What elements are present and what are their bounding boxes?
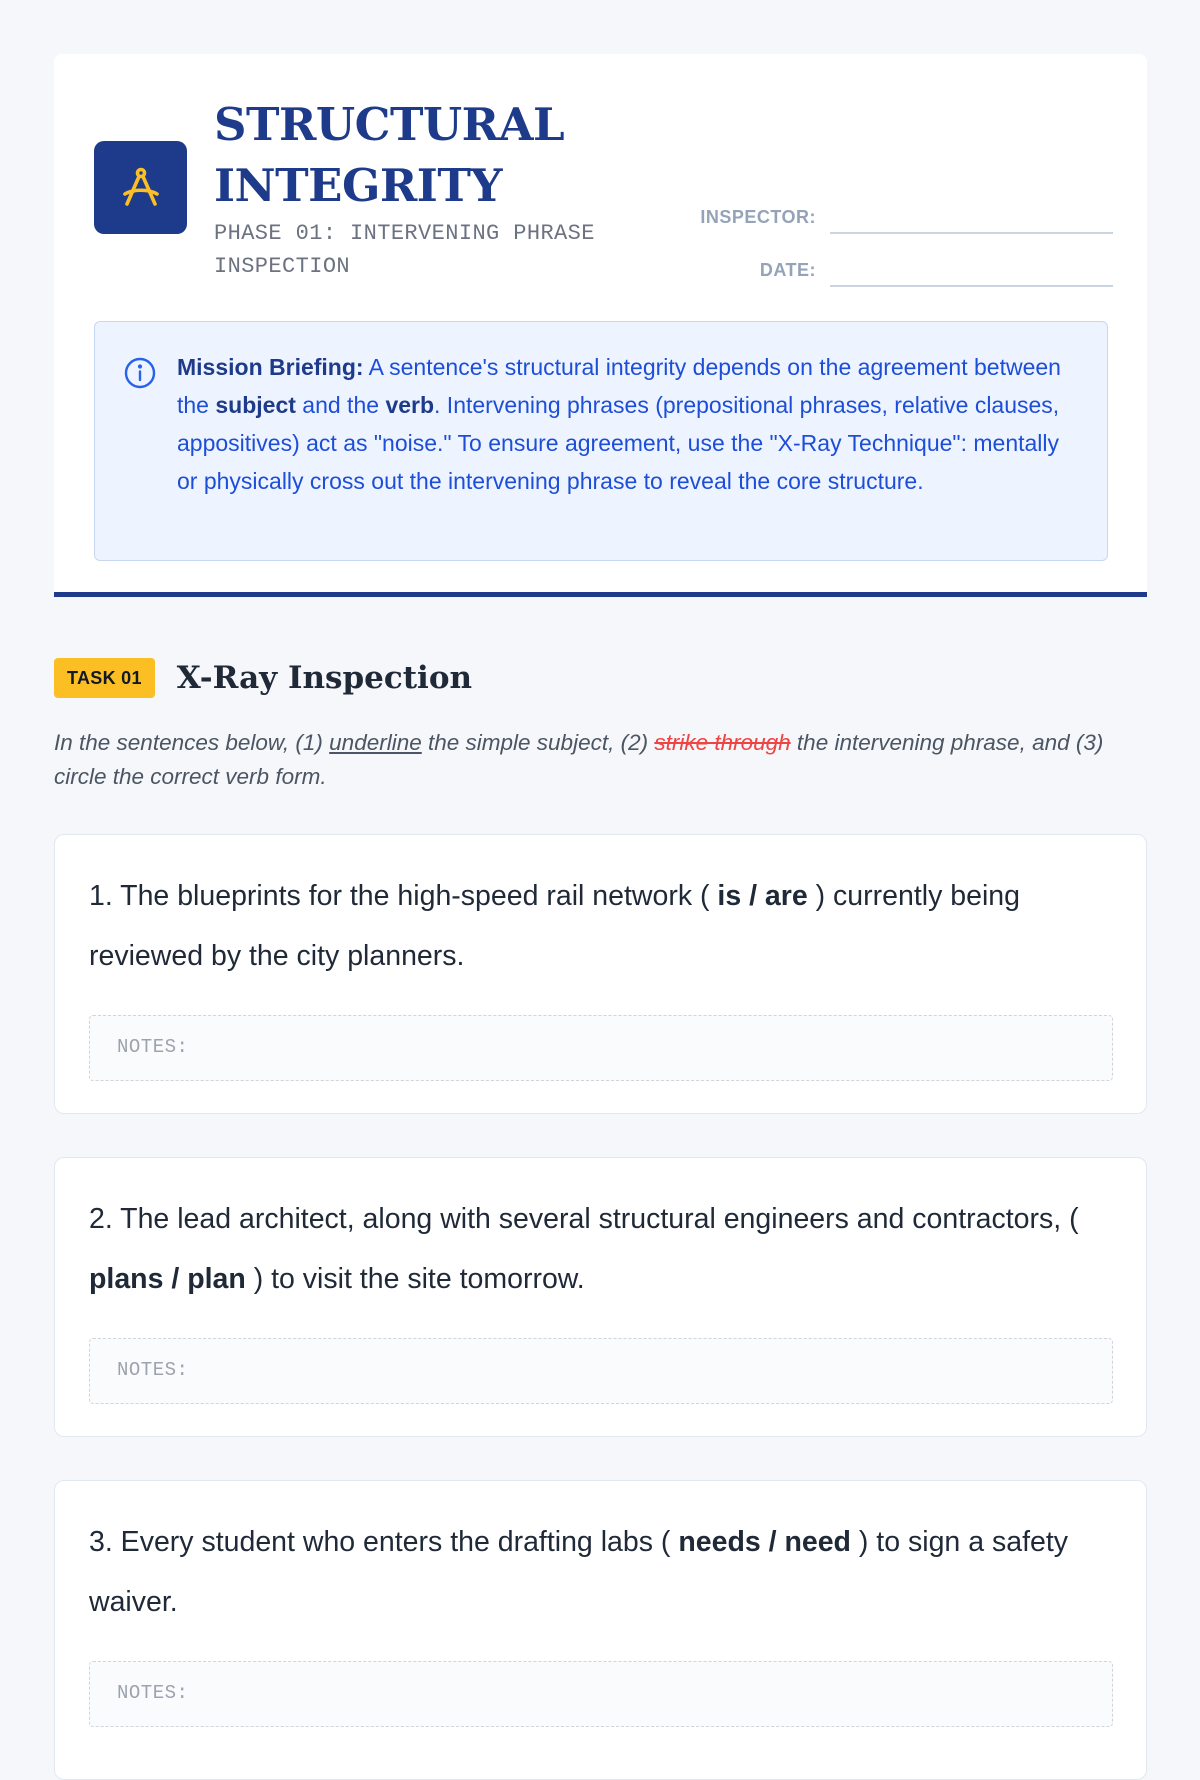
instr-part: In the sentences below, (1) (54, 730, 330, 755)
verb-choice[interactable]: is / are (717, 880, 808, 912)
compass-icon (117, 164, 165, 212)
logo (94, 141, 187, 234)
briefing-part: . Intervening phrases (prepositional phrases, relative clauses, appositives) act as "noise." To ensure agreement, use the "X-Ray Technique": mentally or physically cross out the intervening phrase to reveal the core structure. (177, 392, 1060, 494)
notes-field[interactable] (89, 1661, 1113, 1727)
question-part: 2. The lead architect, along with several structural engineers and contractors, ( (89, 1203, 1079, 1235)
inspector-row (640, 204, 1110, 234)
question-part: 3. Every student who enters the drafting labs ( (89, 1526, 679, 1558)
task-header (54, 658, 472, 698)
briefing-subject: subject (215, 392, 296, 418)
title-block (214, 94, 634, 283)
question-text[interactable] (89, 1512, 1109, 1632)
question-card-2 (54, 1157, 1147, 1437)
date-row (640, 257, 1110, 287)
question-text[interactable] (89, 866, 1109, 986)
notes-label: NOTES: (117, 1036, 189, 1058)
underline-example: underline (329, 730, 422, 755)
question-part: ) to visit the site tomorrow. (245, 1263, 585, 1295)
notes-field[interactable] (89, 1338, 1113, 1404)
strikethrough-example: strike through (654, 730, 791, 755)
question-part: ) to sign a safety waiver. (89, 1526, 1069, 1618)
task-title: X-Ray Inspection (176, 660, 473, 696)
instr-part: the intervening phrase, and (3) circle the correct verb form. (54, 730, 1104, 789)
date-field[interactable] (830, 257, 1113, 287)
notes-label: NOTES: (117, 1682, 189, 1704)
notes-field[interactable] (89, 1015, 1113, 1081)
question-part: 1. The blueprints for the high-speed rail network ( (89, 880, 718, 912)
question-card-3 (54, 1480, 1147, 1780)
briefing-part: A sentence's structural integrity depends on the agreement between the (177, 354, 1061, 418)
question-text[interactable] (89, 1189, 1109, 1309)
briefing-part: and the (295, 392, 386, 418)
info-icon (122, 355, 158, 391)
question-part: ) currently being reviewed by the city planners. (89, 880, 1020, 972)
briefing-text (177, 348, 1082, 500)
notes-label: NOTES: (117, 1359, 189, 1381)
page-title: STRUCTURAL INTEGRITY (214, 98, 565, 212)
verb-choice[interactable]: plans / plan (89, 1263, 246, 1295)
briefing-lead: Mission Briefing: (177, 354, 364, 380)
task-badge: TASK 01 (54, 658, 155, 698)
verb-choice[interactable]: needs / need (678, 1526, 851, 1558)
inspector-label: INSPECTOR: (700, 207, 816, 227)
instr-part: the simple subject, (2) (421, 730, 655, 755)
header-card (54, 54, 1147, 597)
page-subtitle: PHASE 01: INTERVENING PHRASE INSPECTION (214, 221, 595, 279)
date-label: DATE: (759, 260, 816, 280)
task-instructions (54, 726, 1154, 794)
briefing-verb: verb (385, 392, 435, 418)
inspector-field[interactable] (830, 204, 1113, 234)
mission-briefing (94, 321, 1108, 561)
question-card-1 (54, 834, 1147, 1114)
